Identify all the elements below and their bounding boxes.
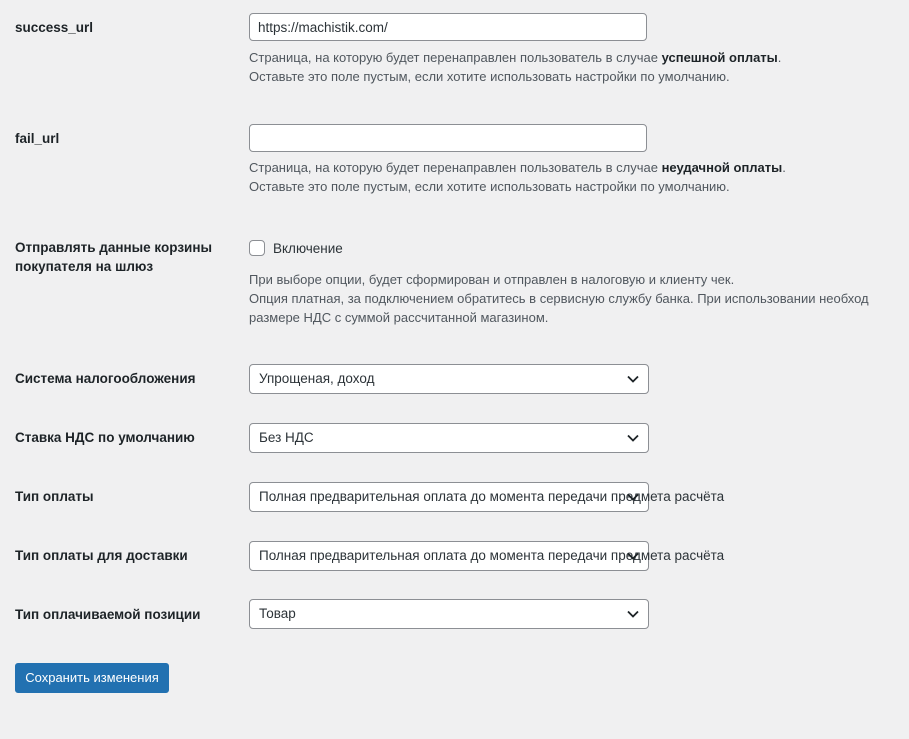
vat-rate-selected-value: Без НДС — [259, 430, 314, 445]
tax-system-selected-value: Упрощеная, доход — [259, 371, 375, 386]
delivery-payment-type-select[interactable] — [249, 541, 725, 571]
fail-url-label: fail_url — [15, 131, 60, 146]
fail-url-description — [249, 158, 786, 196]
chevron-down-icon — [626, 373, 640, 385]
fail-url-desc-end: . — [782, 160, 786, 175]
success-url-desc-line2: Оставьте это поле пустым, если хотите использовать настройки по умолчанию. — [249, 69, 730, 84]
chevron-down-icon — [626, 491, 640, 503]
save-changes-button[interactable]: Сохранить изменения — [15, 663, 169, 693]
fail-url-desc-bold: неудачной оплаты — [661, 160, 783, 175]
item-type-select[interactable] — [249, 599, 649, 629]
send-cart-label: Отправлять данные корзины покупателя на шлюз — [15, 240, 213, 274]
chevron-down-icon — [626, 608, 640, 620]
success-url-label: success_url — [15, 20, 94, 35]
success-url-description — [249, 48, 781, 86]
success-url-desc-end: . — [777, 50, 782, 65]
vat-rate-label: Ставка НДС по умолчанию — [15, 430, 195, 445]
tax-system-label: Система налогообложения — [15, 371, 196, 386]
success-url-desc-text: Страница, на которую будет перенаправлен пользователь в случае — [249, 50, 662, 65]
success-url-input[interactable] — [249, 13, 647, 41]
vat-rate-select[interactable] — [249, 423, 649, 453]
fail-url-input[interactable] — [249, 124, 647, 152]
item-type-selected-value: Товар — [259, 606, 296, 621]
chevron-down-icon — [626, 432, 640, 444]
send-cart-checkbox-label[interactable]: Включение — [273, 241, 343, 256]
send-cart-desc-line2: Опция платная, за подключением обратитесь в сервисную службу банка. При использовании необход — [249, 291, 869, 306]
send-cart-description — [249, 270, 869, 327]
success-url-desc-bold: успешной оплаты — [661, 50, 778, 65]
delivery-payment-type-label: Тип оплаты для доставки — [15, 548, 188, 563]
fail-url-desc-text: Страница, на которую будет перенаправлен пользователь в случае — [249, 160, 662, 175]
payment-type-selected-value: Полная предварительная оплата до момента передачи предмета расчёта — [259, 489, 725, 504]
delivery-payment-type-selected-value: Полная предварительная оплата до момента передачи предмета расчёта — [259, 548, 725, 563]
chevron-down-icon — [626, 550, 640, 562]
item-type-label: Тип оплачиваемой позиции — [15, 607, 201, 622]
send-cart-desc-line1: При выборе опции, будет сформирован и отправлен в налоговую и клиенту чек. — [249, 272, 735, 287]
send-cart-desc-line3: размере НДС с суммой рассчитанной магазином. — [249, 310, 549, 325]
payment-type-select[interactable] — [249, 482, 725, 512]
payment-type-label: Тип оплаты — [15, 489, 94, 504]
tax-system-select[interactable] — [249, 364, 649, 394]
send-cart-checkbox[interactable] — [249, 240, 265, 256]
fail-url-desc-line2: Оставьте это поле пустым, если хотите использовать настройки по умолчанию. — [249, 179, 730, 194]
